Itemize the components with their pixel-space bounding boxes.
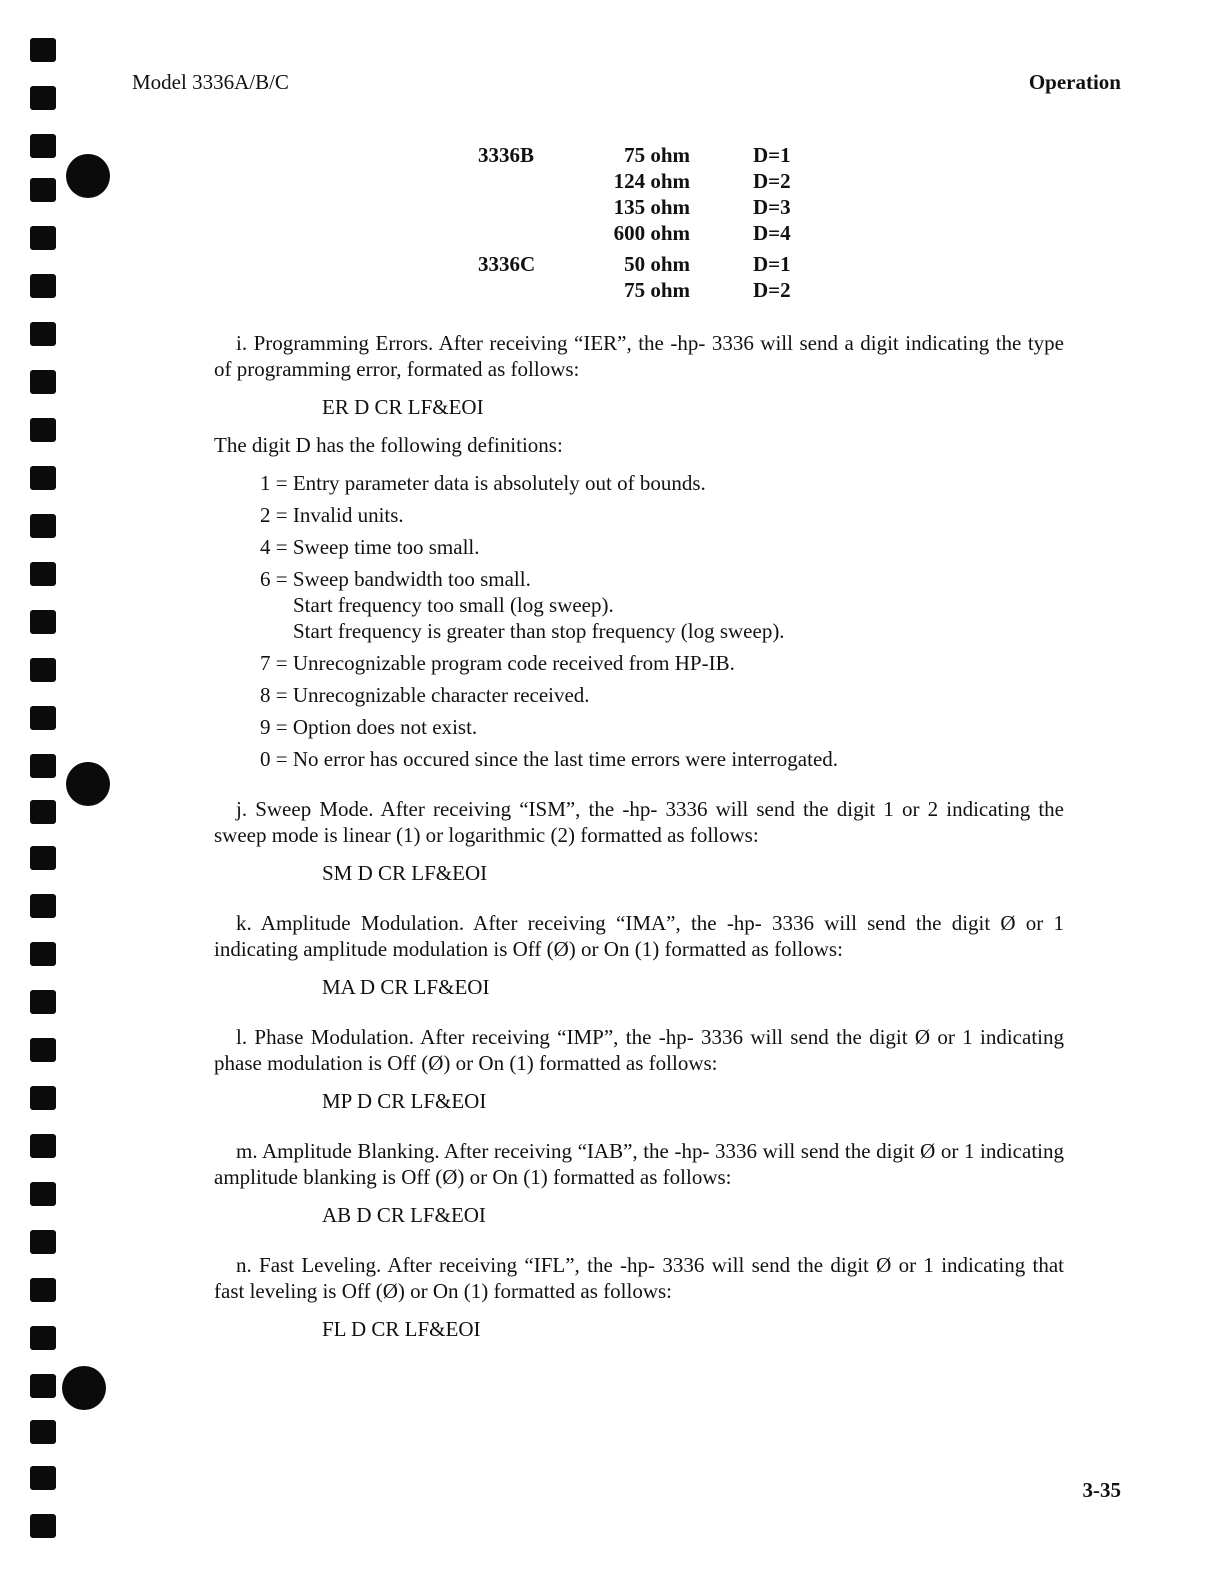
digit-value: D=1 — [753, 252, 791, 276]
binding-square — [30, 418, 56, 442]
header-section: Operation — [1028, 70, 1121, 94]
section-l — [214, 1024, 1064, 1114]
punch-hole — [66, 762, 110, 806]
list-item: 9 = Option does not exist. — [260, 715, 478, 739]
binding-square — [30, 942, 56, 966]
list-item-continuation: Start frequency is greater than stop frequency (log sweep). — [293, 619, 785, 643]
punch-hole — [62, 1366, 106, 1410]
binding-square — [30, 846, 56, 870]
paragraph: m. Amplitude Blanking. After receiving “IAB”, the -hp- 3336 will send the digit Ø or 1 indicating amplitude blanking is Off (Ø) or On (1) formatted as follows: — [214, 1139, 1064, 1189]
binding-square — [30, 754, 56, 778]
impedance-value: 75 ohm — [624, 278, 690, 302]
impedance-value: 124 ohm — [613, 169, 690, 193]
impedance-value: 50 ohm — [624, 252, 690, 276]
list-item-continuation: Start frequency too small (log sweep). — [293, 593, 614, 617]
section-j — [214, 796, 1064, 886]
impedance-value: 600 ohm — [613, 221, 690, 245]
list-item — [260, 566, 1064, 644]
paragraph: j. Sweep Mode. After receiving “ISM”, the -hp- 3336 will send the digit 1 or 2 indicating the sweep mode is linear (1) or logarithmic (2) formatted as follows: — [214, 797, 1064, 847]
body-text — [214, 330, 1064, 1342]
binding-square — [30, 178, 56, 202]
paragraph: k. Amplitude Modulation. After receiving “IMA”, the -hp- 3336 will send the digit Ø or 1 indicating amplitude modulation is Off (Ø) or On (1) formatted as follows: — [214, 911, 1064, 961]
binding-square — [30, 894, 56, 918]
paragraph: n. Fast Leveling. After receiving “IFL”, the -hp- 3336 will send the digit Ø or 1 indicating that fast leveling is Off (Ø) or On (1) formatted as follows: — [214, 1253, 1064, 1303]
paragraph: l. Phase Modulation. After receiving “IMP”, the -hp- 3336 will send the digit Ø or 1 indicating phase modulation is Off (Ø) or On (1) formatted as follows: — [214, 1025, 1064, 1075]
binding-square — [30, 38, 56, 62]
format-code: AB D CR LF&EOI — [322, 1203, 486, 1227]
format-code: MA D CR LF&EOI — [322, 975, 490, 999]
binding-square — [30, 322, 56, 346]
header-model: Model 3336A/B/C — [132, 70, 289, 94]
impedance-value: 75 ohm — [624, 143, 690, 167]
section-i — [214, 330, 1064, 772]
format-code: ER D CR LF&EOI — [322, 395, 484, 419]
binding-square — [30, 658, 56, 682]
definition-list — [260, 470, 1064, 772]
list-item: 0 = No error has occured since the last time errors were interrogated. — [260, 747, 839, 771]
section-n — [214, 1252, 1064, 1342]
binding-square — [30, 562, 56, 586]
binding-square — [30, 1086, 56, 1110]
model-label: 3336C — [478, 252, 536, 276]
list-item: 1 = Entry parameter data is absolutely out of bounds. — [260, 471, 706, 495]
model-label: 3336B — [478, 143, 535, 167]
binding-square — [30, 86, 56, 110]
binding-square — [30, 1038, 56, 1062]
paragraph: i. Programming Errors. After receiving “IER”, the -hp- 3336 will send a digit indicating the type of programming error, formated as follows: — [214, 331, 1064, 381]
section-m — [214, 1138, 1064, 1228]
binding-square — [30, 1326, 56, 1350]
binding-square — [30, 514, 56, 538]
binding-square — [30, 990, 56, 1014]
binding-square — [30, 1466, 56, 1490]
binding-square — [30, 1374, 56, 1398]
binding-square — [30, 466, 56, 490]
binding-square — [30, 1420, 56, 1444]
binding-square — [30, 1230, 56, 1254]
binding-square — [30, 800, 56, 824]
definition-intro: The digit D has the following definitions: — [214, 433, 563, 457]
format-code: FL D CR LF&EOI — [322, 1317, 481, 1341]
binding-square — [30, 610, 56, 634]
page-number: 3-35 — [1082, 1478, 1121, 1502]
binding-square — [30, 226, 56, 250]
impedance-value: 135 ohm — [613, 195, 690, 219]
section-k — [214, 910, 1064, 1000]
list-item: 7 = Unrecognizable program code received from HP-IB. — [260, 651, 735, 675]
punch-hole — [66, 154, 110, 198]
digit-value: D=3 — [753, 195, 791, 219]
binding-strip — [30, 30, 60, 1570]
binding-square — [30, 134, 56, 158]
list-item: 2 = Invalid units. — [260, 503, 404, 527]
list-item-text: 6 = Sweep bandwidth too small. — [260, 567, 531, 591]
binding-square — [30, 1278, 56, 1302]
format-code: SM D CR LF&EOI — [322, 861, 488, 885]
digit-value: D=2 — [753, 278, 791, 302]
digit-value: D=4 — [753, 221, 791, 245]
digit-value: D=1 — [753, 143, 791, 167]
digit-value: D=2 — [753, 169, 791, 193]
binding-square — [30, 1182, 56, 1206]
list-item: 4 = Sweep time too small. — [260, 535, 480, 559]
list-item: 8 = Unrecognizable character received. — [260, 683, 590, 707]
binding-square — [30, 1134, 56, 1158]
binding-square — [30, 370, 56, 394]
binding-square — [30, 274, 56, 298]
binding-square — [30, 706, 56, 730]
format-code: MP D CR LF&EOI — [322, 1089, 487, 1113]
binding-square — [30, 1514, 56, 1538]
